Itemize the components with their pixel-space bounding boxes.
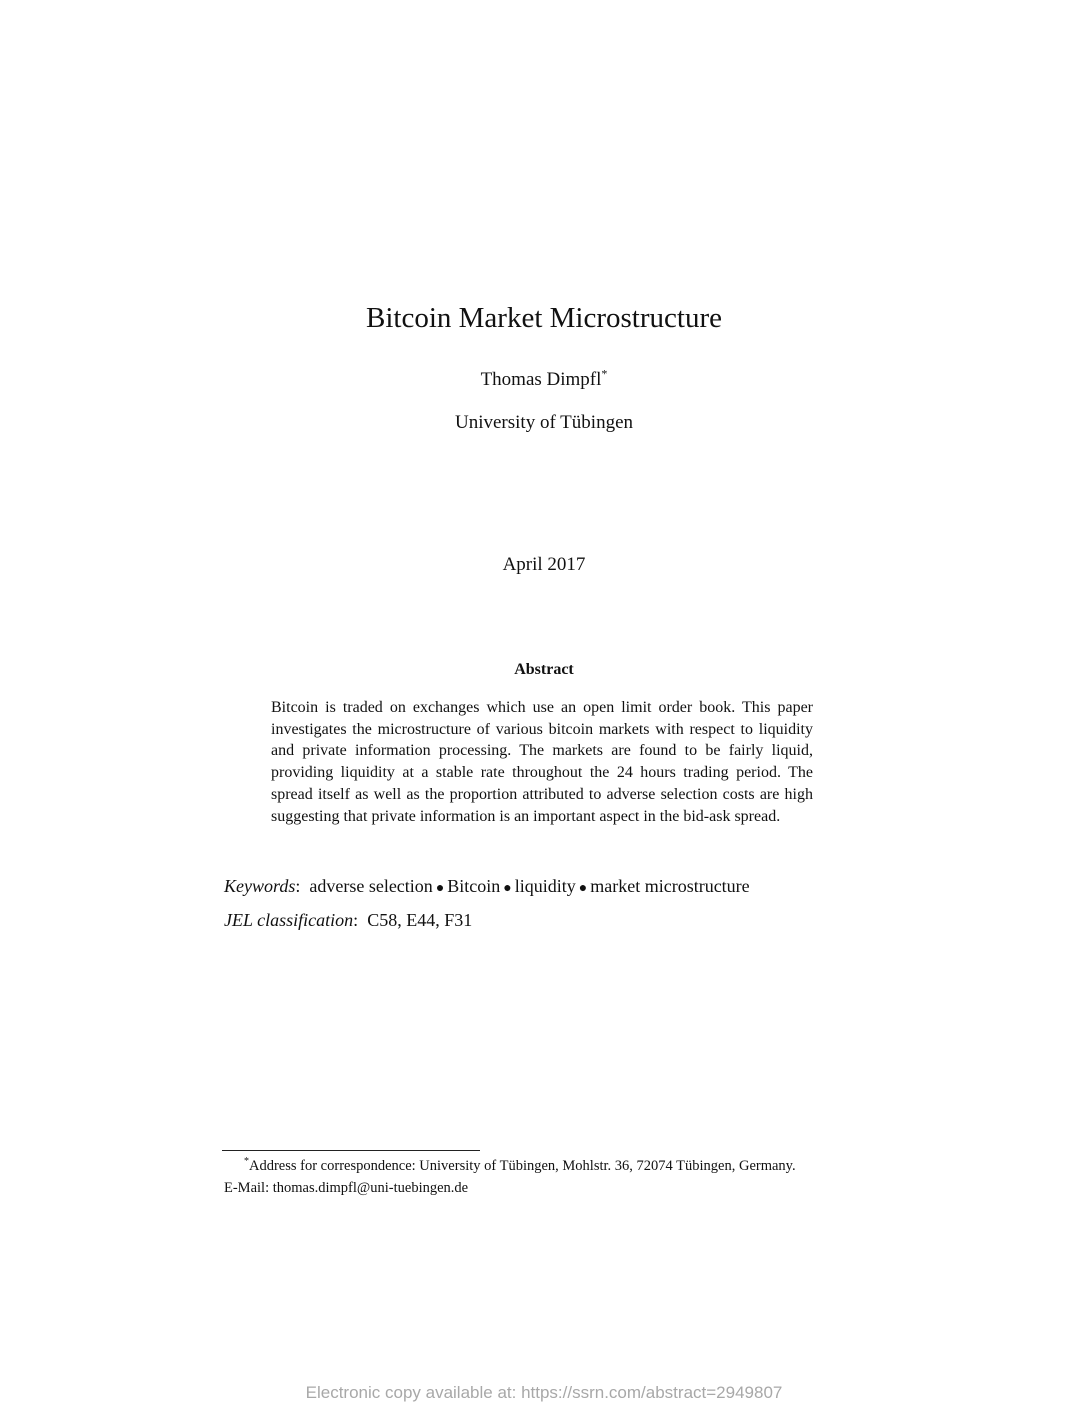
footnote xyxy=(224,1155,874,1199)
bullet-separator-icon: ● xyxy=(503,881,512,896)
footnote-address-line xyxy=(224,1155,874,1177)
author-name: Thomas Dimpfl xyxy=(480,369,602,390)
keyword-item: adverse selection xyxy=(309,876,433,896)
jel-codes: C58, E44, F31 xyxy=(367,910,473,930)
footnote-divider xyxy=(222,1150,480,1151)
ssrn-watermark[interactable]: Electronic copy available at: https://ssrn.com/abstract=2949807 xyxy=(305,1383,783,1402)
publication-date: April 2017 xyxy=(502,554,586,575)
keyword-item: Bitcoin xyxy=(447,876,501,896)
author-line xyxy=(0,367,1088,393)
abstract-text: Bitcoin is traded on exchanges which use an open limit order book. This paper investigates the microstructure of various bitcoin markets with respect to liquidity and private information processing. The markets are found to be fairly liquid, providing liquidity at a stable rate throughout the 24 hours trading period. The spread itself as well as the proportion attributed to adverse selection costs are high suggesting that private information is an important aspect in the bid-ask spread. xyxy=(271,699,813,825)
bullet-separator-icon: ● xyxy=(578,881,588,896)
bullet-separator-icon: ● xyxy=(435,881,445,896)
abstract-heading: Abstract xyxy=(514,661,574,678)
keyword-item: market microstructure xyxy=(590,876,750,896)
keyword-item: liquidity xyxy=(514,876,576,896)
keywords-line: Keywords: adverse selection ● Bitcoin ● liquidity ● market microstructure xyxy=(224,876,750,896)
paper-title: Bitcoin Market Microstructure xyxy=(366,302,722,334)
jel-classification-line: JEL classification: C58, E44, F31 xyxy=(224,910,473,930)
footnote-mark: * xyxy=(244,1156,249,1168)
footnote-email[interactable]: E-Mail: thomas.dimpfl@uni-tuebingen.de xyxy=(224,1180,469,1196)
author-affiliation: University of Tübingen xyxy=(454,412,633,433)
keywords-label: Keywords xyxy=(224,876,296,896)
jel-label: JEL classification xyxy=(224,910,354,930)
author-footnote-mark[interactable]: * xyxy=(601,366,608,381)
footnote-address: Address for correspondence: University of Tübingen, Mohlstr. 36, 72074 Tübingen, Germany. xyxy=(249,1158,796,1174)
